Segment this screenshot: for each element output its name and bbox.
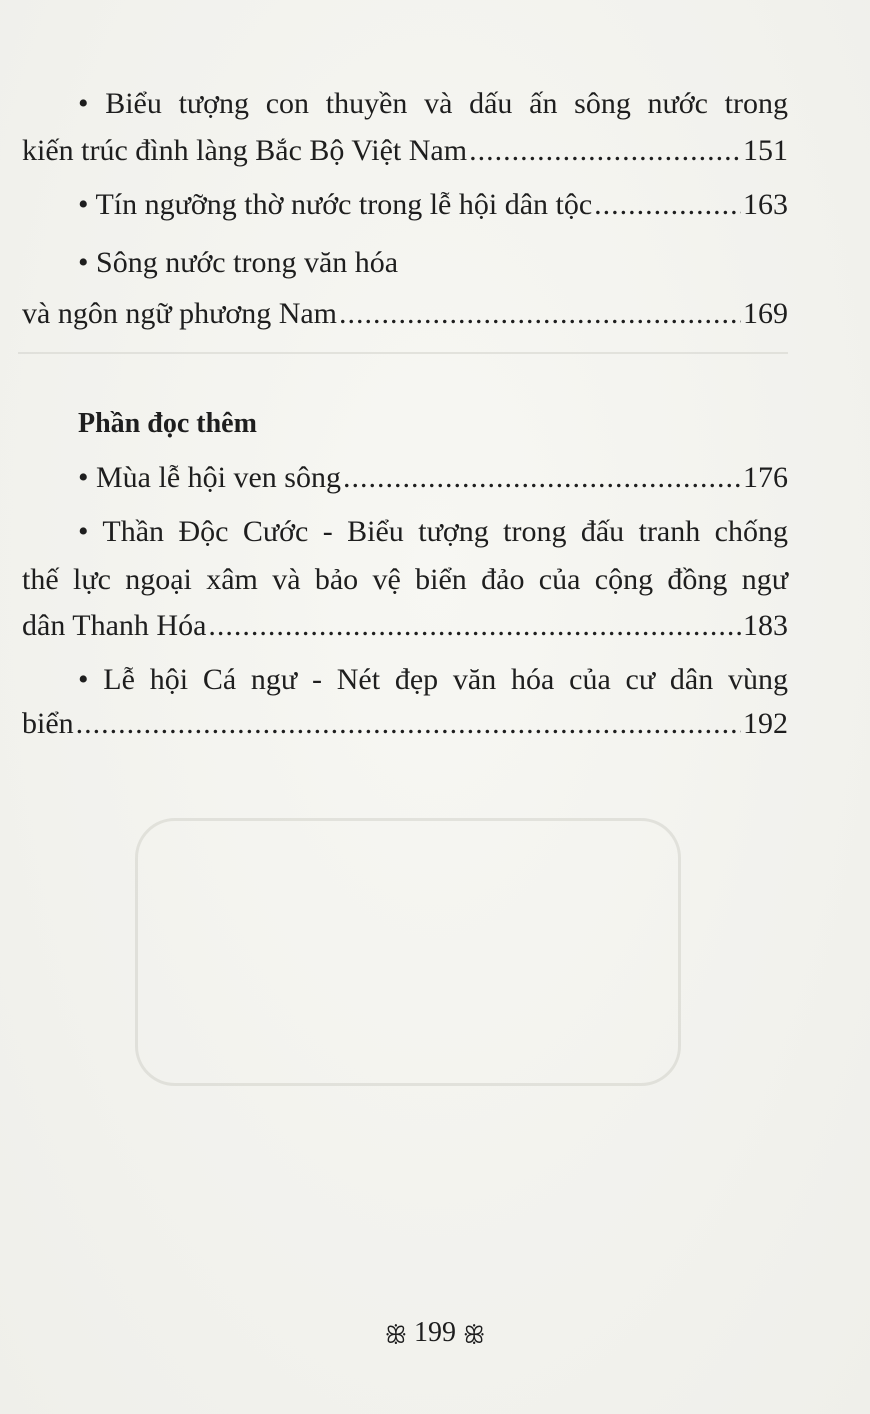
section-entry-2-line-1: [22, 514, 788, 550]
dot-leader: [208, 608, 741, 644]
toc-entry-text: biển: [22, 707, 74, 740]
page-footer: [0, 1315, 870, 1353]
dot-leader: [594, 187, 741, 223]
toc-page-number: 163: [743, 188, 788, 221]
toc-entry-3-line-2[interactable]: [22, 296, 788, 332]
section-entry-1[interactable]: [22, 460, 788, 496]
toc-page-number: 183: [743, 609, 788, 642]
ornament-right-icon: ꕥ: [463, 1320, 486, 1349]
toc-entry-1-line-2[interactable]: [22, 133, 788, 169]
section-entry-2-line-3[interactable]: [22, 608, 788, 644]
page-number: 199: [414, 1317, 456, 1348]
toc-entry-text: kiến trúc đình làng Bắc Bộ Việt Nam: [22, 134, 468, 167]
toc-entry-text: • Sông nước trong văn hóa: [78, 246, 399, 279]
toc-entry-text: thế lực ngoại xâm và bảo vệ biển đảo của cộng đồng ngư: [22, 563, 788, 596]
toc-page-number: 169: [743, 297, 788, 330]
toc-page-number: 151: [743, 134, 788, 167]
section-entry-3-line-2[interactable]: [22, 706, 788, 742]
toc-entry-3-line-1: [22, 245, 788, 281]
toc-entry-2[interactable]: [22, 187, 788, 223]
ghost-frame: [135, 818, 681, 1086]
section-entry-3-line-1: [22, 662, 788, 698]
toc-entry-text: dân Thanh Hóa: [22, 609, 207, 642]
toc-page-number: 192: [743, 707, 788, 740]
dot-leader: [76, 706, 741, 742]
toc-entry-1-line-1: [22, 86, 788, 122]
ornament-left-icon: ꕥ: [384, 1320, 407, 1349]
toc-page-number: 176: [743, 461, 788, 494]
section-heading: Phần đọc thêm: [78, 408, 257, 439]
ghost-rule: [18, 352, 788, 354]
toc-entry-text: • Lễ hội Cá ngư - Nét đẹp văn hóa của cư dân vùng: [78, 663, 788, 696]
dot-leader: [343, 460, 741, 496]
toc-entry-text: • Mùa lễ hội ven sông: [78, 461, 341, 494]
dot-leader: [469, 133, 741, 169]
dot-leader: [339, 296, 741, 332]
section-entry-2-line-2: [22, 562, 788, 598]
toc-entry-text: và ngôn ngữ phương Nam: [22, 297, 338, 330]
toc-entry-text: • Biểu tượng con thuyền và dấu ấn sông nước trong: [78, 87, 788, 120]
toc-entry-text: • Tín ngưỡng thờ nước trong lễ hội dân tộc: [78, 188, 593, 221]
toc-entry-text: • Thần Độc Cước - Biểu tượng trong đấu tranh chống: [78, 515, 788, 548]
